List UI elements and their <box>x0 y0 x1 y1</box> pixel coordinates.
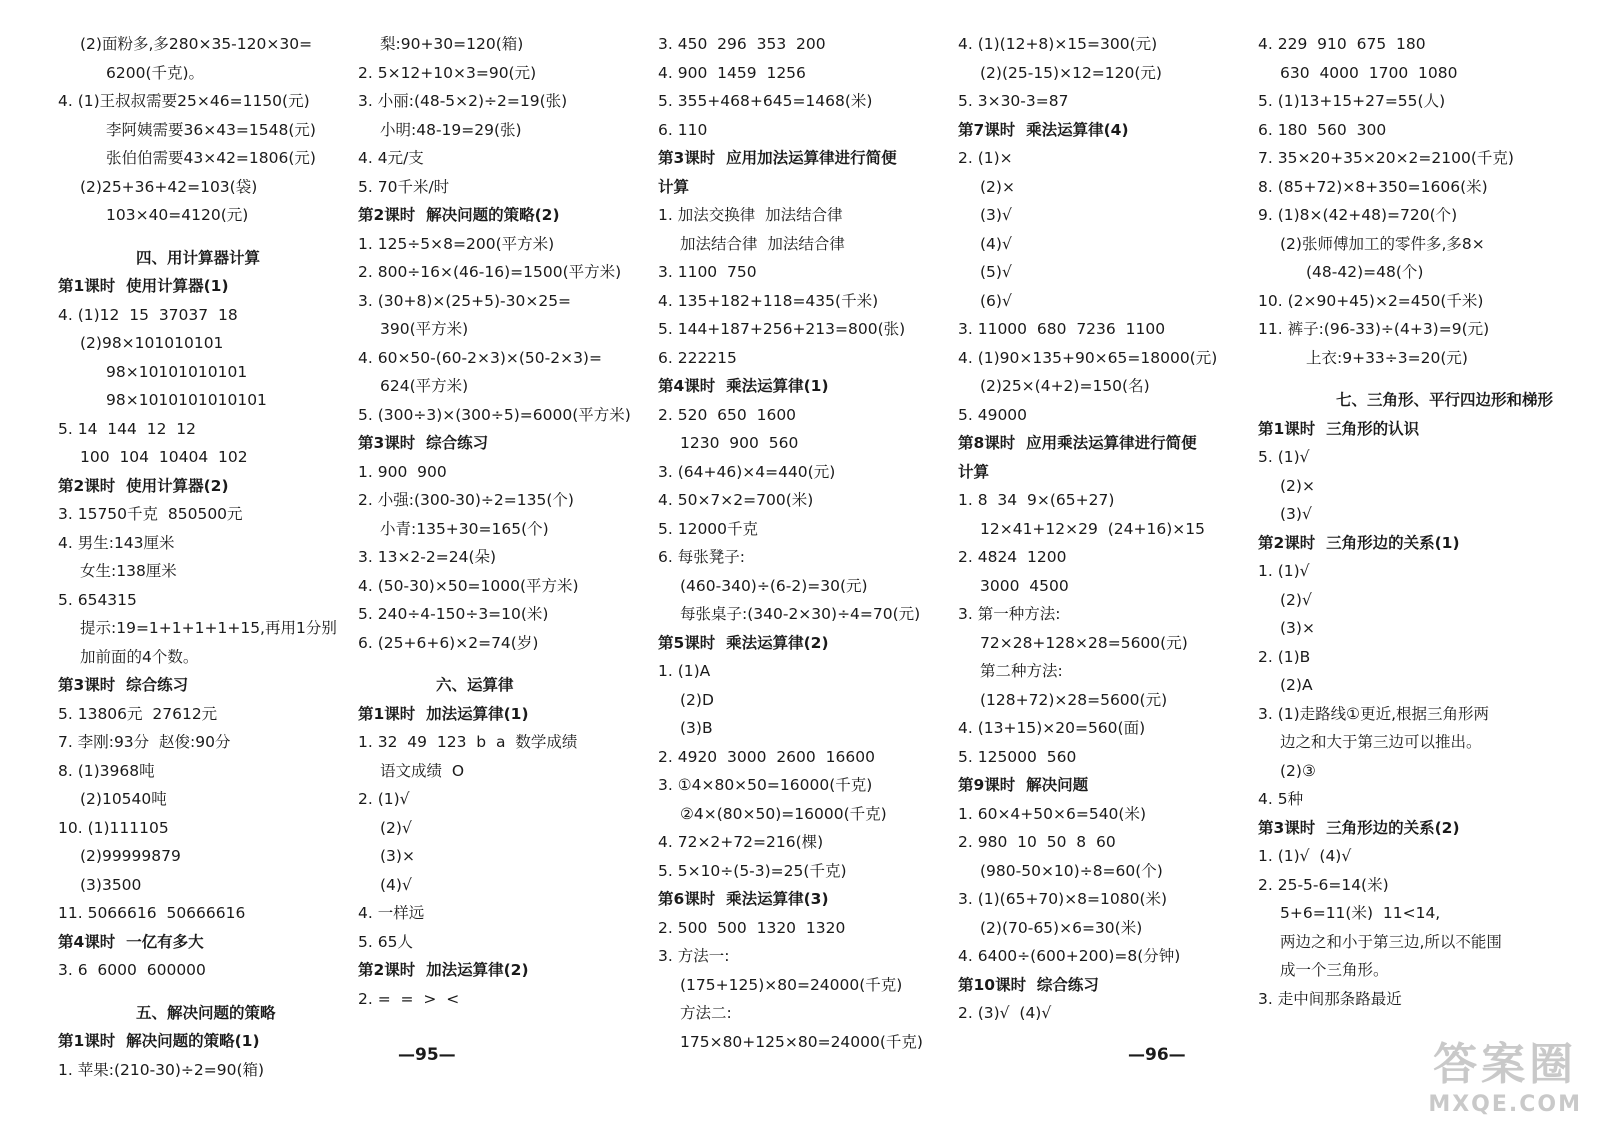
answer-line: 98×1010101010101 <box>106 391 267 409</box>
answer-line: 2. 800÷16×(46-16)=1500(平方米) <box>358 263 622 281</box>
answer-line: 张伯伯需要43×42=1806(元) <box>106 149 316 167</box>
answer-line: 98×10101010101 <box>106 362 248 381</box>
answer-line: 4. 229 910 675 180 <box>1258 35 1426 53</box>
answer-line: 2. 4824 1200 <box>958 548 1067 566</box>
page-number-left: —95— <box>398 1045 456 1065</box>
answer-line: (2)D <box>680 690 714 709</box>
answer-line: 3. 6 6000 600000 <box>58 961 206 979</box>
answer-line: 4. (1)王叔叔需要25×46=1150(元) <box>58 92 310 110</box>
answer-line: (2)99999879 <box>80 847 181 865</box>
answer-line: 3. ①4×80×50=16000(千克) <box>658 776 873 794</box>
lesson-heading: 第1课时 加法运算律(1) <box>358 704 529 723</box>
lesson-heading: 第5课时 乘法运算律(2) <box>658 633 829 652</box>
answer-line: 4. 60×50-(60-2×3)×(50-2×3)= <box>358 348 602 367</box>
answer-line: 624(平方米) <box>380 377 469 395</box>
answer-line: 5. 240÷4-150÷3=10(米) <box>358 605 549 623</box>
answer-line: (2)× <box>1280 476 1315 495</box>
answer-line: (2)(25-15)×12=120(元) <box>980 63 1162 82</box>
answer-line: 4. 4元/支 <box>358 149 424 167</box>
answer-column-4 <box>958 30 1253 1028</box>
answer-line: 两边之和小于第三边,所以不能围 <box>1280 932 1502 951</box>
unit-heading: 六、运算律 <box>436 676 514 694</box>
answer-line: (2)× <box>980 177 1015 196</box>
answer-line: 1. (1)A <box>658 662 711 680</box>
answer-line: 加法结合律 加法结合律 <box>680 234 845 253</box>
answer-line: (2)√ <box>380 818 412 837</box>
answer-line: 72×28+128×28=5600(元) <box>980 633 1188 652</box>
lesson-heading: 第1课时 使用计算器(1) <box>58 277 229 295</box>
answer-line: (2)面粉多,多280×35-120×30= <box>80 35 313 53</box>
answer-line: 3. (1)走路线①更近,根据三角形两 <box>1258 704 1489 723</box>
answer-line: 10. (1)111105 <box>58 818 169 837</box>
lesson-heading: 第9课时 解决问题 <box>958 776 1089 794</box>
answer-line: 2. 500 500 1320 1320 <box>658 918 846 937</box>
answer-line: 2. 小强:(300-30)÷2=135(个) <box>358 491 574 509</box>
answer-line: 5. 144+187+256+213=800(张) <box>658 320 906 338</box>
answer-line: 3000 4500 <box>980 576 1069 595</box>
answer-line: 3. (1)(65+70)×8=1080(米) <box>958 890 1168 908</box>
answer-line: 1. 125÷5×8=200(平方米) <box>358 234 555 253</box>
answer-line: 630 4000 1700 1080 <box>1280 63 1458 82</box>
answer-line: 3. 小丽:(48-5×2)÷2=19(张) <box>358 92 568 110</box>
answer-line: 2. (1)× <box>958 149 1013 167</box>
answer-line: 6. 每张凳子: <box>658 548 745 566</box>
answer-line: 5. 3×30-3=87 <box>958 92 1069 110</box>
answer-line: (2)10540吨 <box>80 790 167 808</box>
spacer <box>58 985 348 999</box>
answer-line: 3. (30+8)×(25+5)-30×25= <box>358 291 572 310</box>
answer-line: 4. 5种 <box>1258 790 1304 808</box>
answer-line: 3. 走中间那条路最近 <box>1258 989 1402 1008</box>
answer-line: 6. (25+6+6)×2=74(岁) <box>358 633 539 652</box>
answer-line: 加前面的4个数。 <box>80 647 199 666</box>
lesson-heading: 第3课时 综合练习 <box>358 434 489 452</box>
answer-line: 2. (1)√ <box>358 790 410 808</box>
lesson-heading: 第4课时 一亿有多大 <box>58 932 204 951</box>
answer-line: 上衣:9+33÷3=20(元) <box>1306 348 1468 367</box>
answer-column-3 <box>658 30 953 1056</box>
answer-line: 6200(千克)。 <box>106 63 205 82</box>
answer-line: (2)√ <box>1280 590 1312 609</box>
answer-line: 5. 12000千克 <box>658 519 759 538</box>
answer-line: 5. 49000 <box>958 405 1028 424</box>
answer-line: 2. = = > < <box>358 989 460 1008</box>
lesson-heading: 第3课时 应用加法运算律进行简便 <box>658 149 897 167</box>
answer-line: (3)B <box>680 719 713 737</box>
answer-line: 4. 900 1459 1256 <box>658 63 806 82</box>
answer-line: 李阿姨需要36×43=1548(元) <box>106 120 316 139</box>
answer-line: 4. (1)12 15 37037 18 <box>58 305 238 324</box>
spacer <box>58 230 348 244</box>
answer-line: (128+72)×28=5600(元) <box>980 690 1168 709</box>
answer-line: 11. 裤子:(96-33)÷(4+3)=9(元) <box>1258 320 1490 338</box>
answer-line: 175×80+125×80=24000(千克) <box>680 1032 923 1051</box>
answer-line: 3. 15750千克 850500元 <box>58 505 243 523</box>
answer-line: 1. 900 900 <box>358 462 447 481</box>
answer-line: 3. 1100 750 <box>658 263 757 281</box>
answer-line: (4)√ <box>380 875 412 894</box>
answer-line: 2. 4920 3000 2600 16600 <box>658 747 875 766</box>
answer-line: 3. 13×2-2=24(朵) <box>358 548 497 566</box>
page-number-right: —96— <box>1128 1045 1186 1065</box>
answer-line: (175+125)×80=24000(千克) <box>680 975 903 994</box>
answer-line: 4. 男生:143厘米 <box>58 533 175 552</box>
answer-line: 2. (3)√ (4)√ <box>958 1004 1052 1022</box>
answer-line: 2. 5×12+10×3=90(元) <box>358 63 537 82</box>
answer-line: (2)A <box>1280 676 1313 694</box>
answer-line: 5. 5×10÷(5-3)=25(千克) <box>658 861 847 880</box>
answer-line: 小青:135+30=165(个) <box>380 519 549 538</box>
answer-line: 成一个三角形。 <box>1280 961 1389 979</box>
answer-line: 5. 13806元 27612元 <box>58 704 218 723</box>
answer-line: 4. (13+15)×20=560(面) <box>958 719 1146 737</box>
answer-line: 1. 加法交换律 加法结合律 <box>658 206 843 224</box>
answer-line: 9. (1)8×(42+48)=720(个) <box>1258 206 1458 224</box>
answer-line: (3)× <box>1280 619 1315 637</box>
answer-line: 每张桌子:(340-2×30)÷4=70(元) <box>680 605 921 623</box>
unit-heading: 五、解决问题的策略 <box>136 1003 276 1022</box>
lesson-heading: 第1课时 解决问题的策略(1) <box>58 1032 260 1050</box>
answer-line: (3)× <box>380 847 415 865</box>
watermark-logo-text: 答案圈 <box>1433 1039 1578 1090</box>
answer-line: 4. 一样远 <box>358 904 425 922</box>
answer-line: 1230 900 560 <box>680 434 799 452</box>
answer-line: 3. (64+46)×4=440(元) <box>658 462 836 481</box>
answer-line: 5. (1)13+15+27=55(人) <box>1258 92 1446 110</box>
answer-line: 5. 355+468+645=1468(米) <box>658 92 873 110</box>
answer-line: 12×41+12×29 (24+16)×15 <box>980 519 1205 538</box>
answer-line: 6. 110 <box>658 120 708 139</box>
answer-line: 语文成绩 O <box>380 761 465 780</box>
answer-line: 3. 方法一: <box>658 947 730 965</box>
unit-heading: 四、用计算器计算 <box>136 248 261 267</box>
answer-line: 2. 980 10 50 8 60 <box>958 833 1116 851</box>
lesson-heading: 第7课时 乘法运算律(4) <box>958 120 1129 139</box>
answer-line: 第二种方法: <box>980 662 1063 680</box>
answer-line: 6. 222215 <box>658 348 737 367</box>
answer-line: 5. (300÷3)×(300÷5)=6000(平方米) <box>358 405 631 424</box>
answer-line: 5. 14 144 12 12 <box>58 419 197 438</box>
answer-line: ②4×(80×50)=16000(千克) <box>680 804 887 823</box>
answer-line: 1. 8 34 9×(65+27) <box>958 491 1115 509</box>
lesson-heading: 第10课时 综合练习 <box>958 975 1099 994</box>
answer-line: 5. (1)√ <box>1258 448 1310 466</box>
answer-column-5 <box>1258 30 1558 1013</box>
lesson-heading: 第4课时 乘法运算律(1) <box>658 377 829 395</box>
lesson-heading: 计算 <box>658 177 690 196</box>
answer-line: 5+6=11(米) 11<14, <box>1280 904 1441 922</box>
answer-line: (6)√ <box>980 291 1012 310</box>
spacer <box>358 657 653 671</box>
answer-line: 边之和大于第三边可以推出。 <box>1280 733 1482 751</box>
watermark-url: MXQE.COM <box>1428 1092 1582 1117</box>
answer-line: 7. 李刚:93分 赵俊:90分 <box>58 733 231 751</box>
answer-line: 4. (1)(12+8)×15=300(元) <box>958 35 1158 53</box>
answer-line: 提示:19=1+1+1+1+15,再用1分别 <box>80 619 337 637</box>
answer-line: 5. 70千米/时 <box>358 177 450 196</box>
answer-line: 3. 第一种方法: <box>958 605 1061 623</box>
answer-line: 2. 520 650 1600 <box>658 405 797 424</box>
answer-line: 1. 60×4+50×6=540(米) <box>958 804 1147 823</box>
lesson-heading: 第3课时 三角形边的关系(2) <box>1258 818 1460 837</box>
answer-line: (4)√ <box>980 234 1012 253</box>
answer-column-1 <box>58 30 348 1084</box>
answer-line: 梨:90+30=120(箱) <box>380 35 524 53</box>
answer-line: (5)√ <box>980 263 1012 281</box>
lesson-heading: 计算 <box>958 462 990 481</box>
answer-line: 1. (1)√ <box>1258 562 1310 580</box>
lesson-heading: 第2课时 解决问题的策略(2) <box>358 206 560 224</box>
answer-line: 390(平方米) <box>380 320 469 338</box>
answer-line: 4. (50-30)×50=1000(平方米) <box>358 576 579 595</box>
answer-line: 1. 苹果:(210-30)÷2=90(箱) <box>58 1060 265 1079</box>
spacer <box>1258 372 1558 386</box>
unit-heading: 七、三角形、平行四边形和梯形 <box>1336 391 1554 409</box>
answer-line: 10. (2×90+45)×2=450(千米) <box>1258 291 1484 310</box>
answer-line: 3. 11000 680 7236 1100 <box>958 320 1166 338</box>
answer-line: (2)25×(4+2)=150(名) <box>980 377 1150 395</box>
answer-line: (2)98×101010101 <box>80 334 224 352</box>
lesson-heading: 第3课时 综合练习 <box>58 676 189 694</box>
answer-line: (2)(70-65)×6=30(米) <box>980 918 1143 937</box>
lesson-heading: 第2课时 使用计算器(2) <box>58 476 229 495</box>
answer-line: 11. 5066616 50666616 <box>58 904 246 922</box>
lesson-heading: 第2课时 加法运算律(2) <box>358 961 529 979</box>
answer-line: 7. 35×20+35×20×2=2100(千克) <box>1258 149 1514 167</box>
answer-line: 8. (1)3968吨 <box>58 761 155 780</box>
answer-line: 1. 32 49 123 b a 数学成绩 <box>358 733 578 751</box>
answer-line: 1. (1)√ (4)√ <box>1258 847 1352 865</box>
answer-line: 2. 25-5-6=14(米) <box>1258 875 1389 894</box>
answer-line: 4. (1)90×135+90×65=18000(元) <box>958 348 1218 367</box>
lesson-heading: 第6课时 乘法运算律(3) <box>658 890 829 908</box>
answer-line: (2)25+36+42=103(袋) <box>80 177 258 196</box>
lesson-heading: 第8课时 应用乘法运算律进行简便 <box>958 434 1197 452</box>
answer-line: 方法二: <box>680 1004 732 1022</box>
answer-line: 4. 50×7×2=700(米) <box>658 491 814 509</box>
lesson-heading: 第2课时 三角形边的关系(1) <box>1258 533 1460 552</box>
answer-line: 103×40=4120(元) <box>106 206 249 224</box>
answer-line: 8. (85+72)×8+350=1606(米) <box>1258 177 1488 196</box>
answer-line: (2)③ <box>1280 761 1316 780</box>
answer-line: 6. 180 560 300 <box>1258 120 1387 139</box>
answer-line: (3)√ <box>1280 505 1312 523</box>
answer-line: (2)张师傅加工的零件多,多8× <box>1280 234 1485 253</box>
answer-line: 5. 65人 <box>358 932 413 951</box>
answer-line: 小明:48-19=29(张) <box>380 120 522 139</box>
answer-line: 3. 450 296 353 200 <box>658 35 826 53</box>
answer-line: 女生:138厘米 <box>80 562 177 580</box>
answer-line: 5. 654315 <box>58 590 137 609</box>
answer-line: (48-42)=48(个) <box>1306 263 1424 281</box>
answer-line: (980-50×10)÷8=60(个) <box>980 861 1163 880</box>
answer-line: (3)√ <box>980 206 1012 224</box>
answer-line: (460-340)÷(6-2)=30(元) <box>680 576 868 595</box>
answer-line: 4. 72×2+72=216(棵) <box>658 833 824 851</box>
answer-line: 5. 125000 560 <box>958 747 1077 766</box>
answer-line: 2. (1)B <box>1258 647 1311 666</box>
watermark <box>1428 1028 1582 1117</box>
answer-line: (3)3500 <box>80 875 142 894</box>
lesson-heading: 第1课时 三角形的认识 <box>1258 419 1420 438</box>
answer-line: 4. 135+182+118=435(千米) <box>658 291 879 310</box>
answer-line: 100 104 10404 102 <box>80 448 248 466</box>
answer-column-2 <box>358 30 653 1013</box>
answer-line: 4. 6400÷(600+200)=8(分钟) <box>958 947 1181 965</box>
